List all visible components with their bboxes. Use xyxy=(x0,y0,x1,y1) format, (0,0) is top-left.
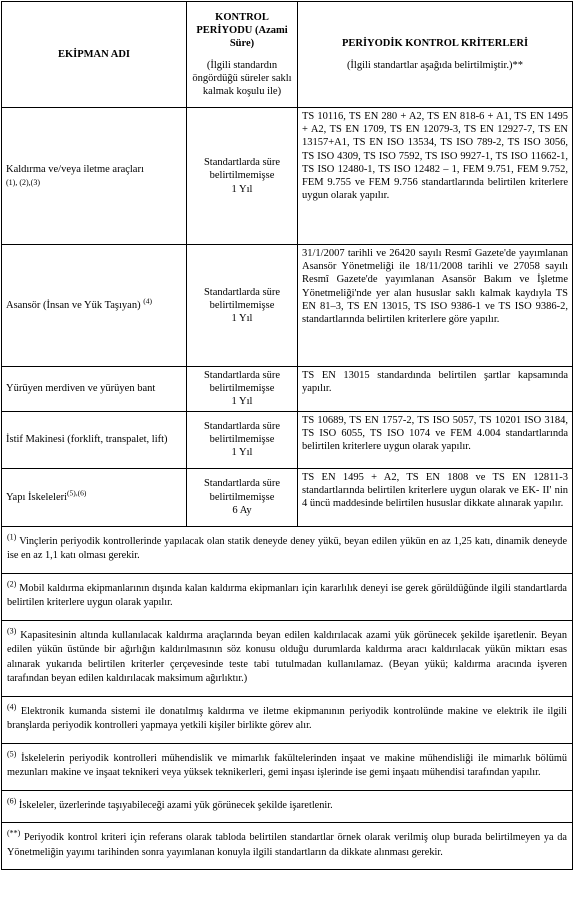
note-row xyxy=(2,823,573,870)
note-row xyxy=(2,743,573,790)
period-text: Standartlarda süre belirtilmemişse xyxy=(203,478,281,503)
header-control-criteria-note: (İlgili standartlar aşağıda belirtilmiştir.)** xyxy=(346,59,524,71)
footnote-mark: (**) xyxy=(7,828,21,838)
footnote-text: Elektronik kumanda sistemi ile donatılmış kaldırma ve iletme ekipmanının periyodik kontrolünde makine ve elektrik ile ilgili branşlarda periyodik kontrolleri yapmaya yetkili kişiler birlikte görev alır. xyxy=(7,705,568,732)
footnote-mark: (6) xyxy=(7,796,17,806)
period-text: Standartlarda süre belirtilmemişse xyxy=(203,420,281,445)
footnote-5 xyxy=(2,743,573,790)
header-control-criteria-title: PERİYODİK KONTROL KRİTERLERİ xyxy=(341,38,529,50)
header-control-period-title: KONTROL PERİYODU (Azami Süre) xyxy=(196,11,288,50)
footnote-mark: (1) xyxy=(7,532,17,542)
criteria-cell: TS EN 13015 standardında belirtilen şartlar kapsamında yapılır. xyxy=(298,367,573,412)
footnote-2 xyxy=(2,573,573,620)
table-row xyxy=(2,367,573,412)
table-row xyxy=(2,245,573,367)
equipment-name-cell xyxy=(2,367,187,412)
period-value: 1 Yıl xyxy=(231,447,253,459)
footnote-3 xyxy=(2,620,573,696)
footnote-text: Vinçlerin periyodik kontrollerinde yapılacak olan statik deneyde deney yükü, beyan edilen yükün en az 1,25 katı, dinamik deneyde ise en az 1,1 katı olması gerekir. xyxy=(7,535,568,562)
equipment-note-refs: (1), (2),(3) xyxy=(6,178,40,187)
footnote-text: Mobil kaldırma ekipmanlarının dışında kalan kaldırma ekipmanları için kararlılık deneyi ise gerek görüldüğünde ilgili standartlarda belirtilen kriterlere uygun olarak yapılır. xyxy=(7,582,567,609)
footnote-mark: (3) xyxy=(7,626,17,636)
note-row xyxy=(2,620,573,696)
footnote-6 xyxy=(2,790,573,823)
period-value: 1 Yıl xyxy=(231,313,253,325)
equipment-name-cell xyxy=(2,245,187,367)
equipment-name-cell xyxy=(2,108,187,245)
table-row xyxy=(2,108,573,245)
header-control-period xyxy=(187,2,298,108)
note-row xyxy=(2,573,573,620)
period-value: 1 Yıl xyxy=(231,183,253,195)
note-row xyxy=(2,526,573,573)
table-row xyxy=(2,411,573,468)
periodic-control-table xyxy=(1,1,573,870)
period-text: Standartlarda süre belirtilmemişse xyxy=(203,157,281,182)
note-row xyxy=(2,696,573,743)
criteria-cell: 31/1/2007 tarihli ve 26420 sayılı Resmî Gazete'de yayımlanan Asansör Yönetmeliği ile 18/11/2008 tarihli ve 27058 sayılı Resmî Gazete'de yayımlanan Asansör Bakım ve İşletme Yönetmeliği'nde yer alan hususlar saklı kalmak kaydıyla TS EN 81–3, TS EN 13015, TS ISO 9386-1 ve TS ISO 9386-2, standartlarında belirtilen kriterlere göre yapılır. xyxy=(298,245,573,367)
criteria-cell: TS 10689, TS EN 1757-2, TS ISO 5057, TS 10201 ISO 3184, TS ISO 6055, TS ISO 1074 ve FEM 4.004 standartlarında belirtilen kriterlere uygun olarak yapılır. xyxy=(298,411,573,468)
equipment-name: Asansör (İnsan ve Yük Taşıyan) xyxy=(6,299,141,311)
footnote-1 xyxy=(2,526,573,573)
footnote-mark: (5) xyxy=(7,749,17,759)
criteria-cell: TS 10116, TS EN 280 + A2, TS EN 818-6 + A1, TS EN 1495 + A2, TS EN 1709, TS EN 12079-3, TS EN 12927-7, TS EN 13157+A1, TS EN ISO 13534, TS ISO 789-2, TS ISO 3056, TS ISO 4309, TS ISO 7592, TS ISO 9927-1, TS ISO 11662-1, TS ISO 12480-1, TS ISO 12482 – 1, FEM 9.751, FEM 9.752, FEM 9.755 ve FEM 9.756 standartlarında belirtilen kriterlere uygun olarak yapılır. xyxy=(298,108,573,245)
equipment-note-refs: (4) xyxy=(143,296,152,306)
table-header-row xyxy=(2,2,573,108)
footnote-mark: (4) xyxy=(7,702,17,712)
period-text: Standartlarda süre belirtilmemişse xyxy=(203,286,281,311)
criteria-cell: TS EN 1495 + A2, TS EN 1808 ve TS EN 12811-3 standartlarında belirtilen kriterlere uygun olarak ve EK- II' nin 4 üncü maddesinde belirtilen hususlar dikkate alınarak yapılır. xyxy=(298,468,573,526)
equipment-name: Yapı İskeleleri xyxy=(6,491,68,503)
note-row xyxy=(2,790,573,823)
equipment-name-cell xyxy=(2,411,187,468)
footnote-text: İskeleler, üzerlerinde taşıyabileceği azami yük görünecek şekilde işaretlenir. xyxy=(18,799,333,811)
header-control-period-note: (İlgili standardın öngördüğü süreler saklı kalmak koşulu ile) xyxy=(192,59,292,97)
equipment-name-cell xyxy=(2,468,187,526)
period-cell xyxy=(187,245,298,367)
period-text: Standartlarda süre belirtilmemişse xyxy=(203,370,281,395)
footnote-text: Periyodik kontrol kriteri için referans olarak tabloda belirtilen standartlar örnek olarak verilmiş olup burada belirtilmeyen ya da Yönetmeliğin yayımı tarihinden sonra yayımlanan konuyla ilgili standartların da dikkate alınması gerekir. xyxy=(7,832,567,858)
equipment-name: İstif Makinesi (forklift, transpalet, lift) xyxy=(6,434,168,445)
period-cell xyxy=(187,468,298,526)
equipment-name: Yürüyen merdiven ve yürüyen bant xyxy=(6,383,156,395)
footnote-text: İskelelerin periyodik kontrolleri mühendislik ve mimarlık fakültelerinden inşaat ve makine mühendisliği ile mimarlık bölümü mezunları makine ve inşaat teknikeri veya yüksek teknikerleri, gemi inşası işlerinde ise gemi inşaatı mühendisi tarafından yapılır. xyxy=(7,752,567,779)
footnote-standards xyxy=(2,823,573,870)
footnote-mark: (2) xyxy=(7,579,17,589)
table-row xyxy=(2,468,573,526)
period-cell xyxy=(187,367,298,412)
period-cell xyxy=(187,108,298,245)
period-value: 1 Yıl xyxy=(231,396,253,408)
header-equipment-name: EKİPMAN ADI xyxy=(2,2,187,108)
footnote-text: Kapasitesinin altında kullanılacak kaldırma araçlarında beyan edilen kaldırılacak azami yük görünecek şekilde işaretlenir. Beyan edilen yükün üstünde bir ağırlığın kaldırılmasının söz konusu olduğu durumlarda kaldırma aracı kaldırılacak yükün miktarı esas alınarak yukarıda belirtilen kriterler çerçevesinde teste tabi tutulmadan kullanılamaz. (Beyan yükü; kaldırma aracında işveren tarafından beyan edilen kaldırılacak maksimum ağırlıktır.) xyxy=(7,629,568,685)
equipment-name: Kaldırma ve/veya iletme araçları xyxy=(6,163,144,175)
period-value: 6 Ay xyxy=(232,504,252,516)
footnote-4 xyxy=(2,696,573,743)
header-control-criteria xyxy=(298,2,573,108)
period-cell xyxy=(187,411,298,468)
equipment-note-refs: (5),(6) xyxy=(67,488,87,497)
